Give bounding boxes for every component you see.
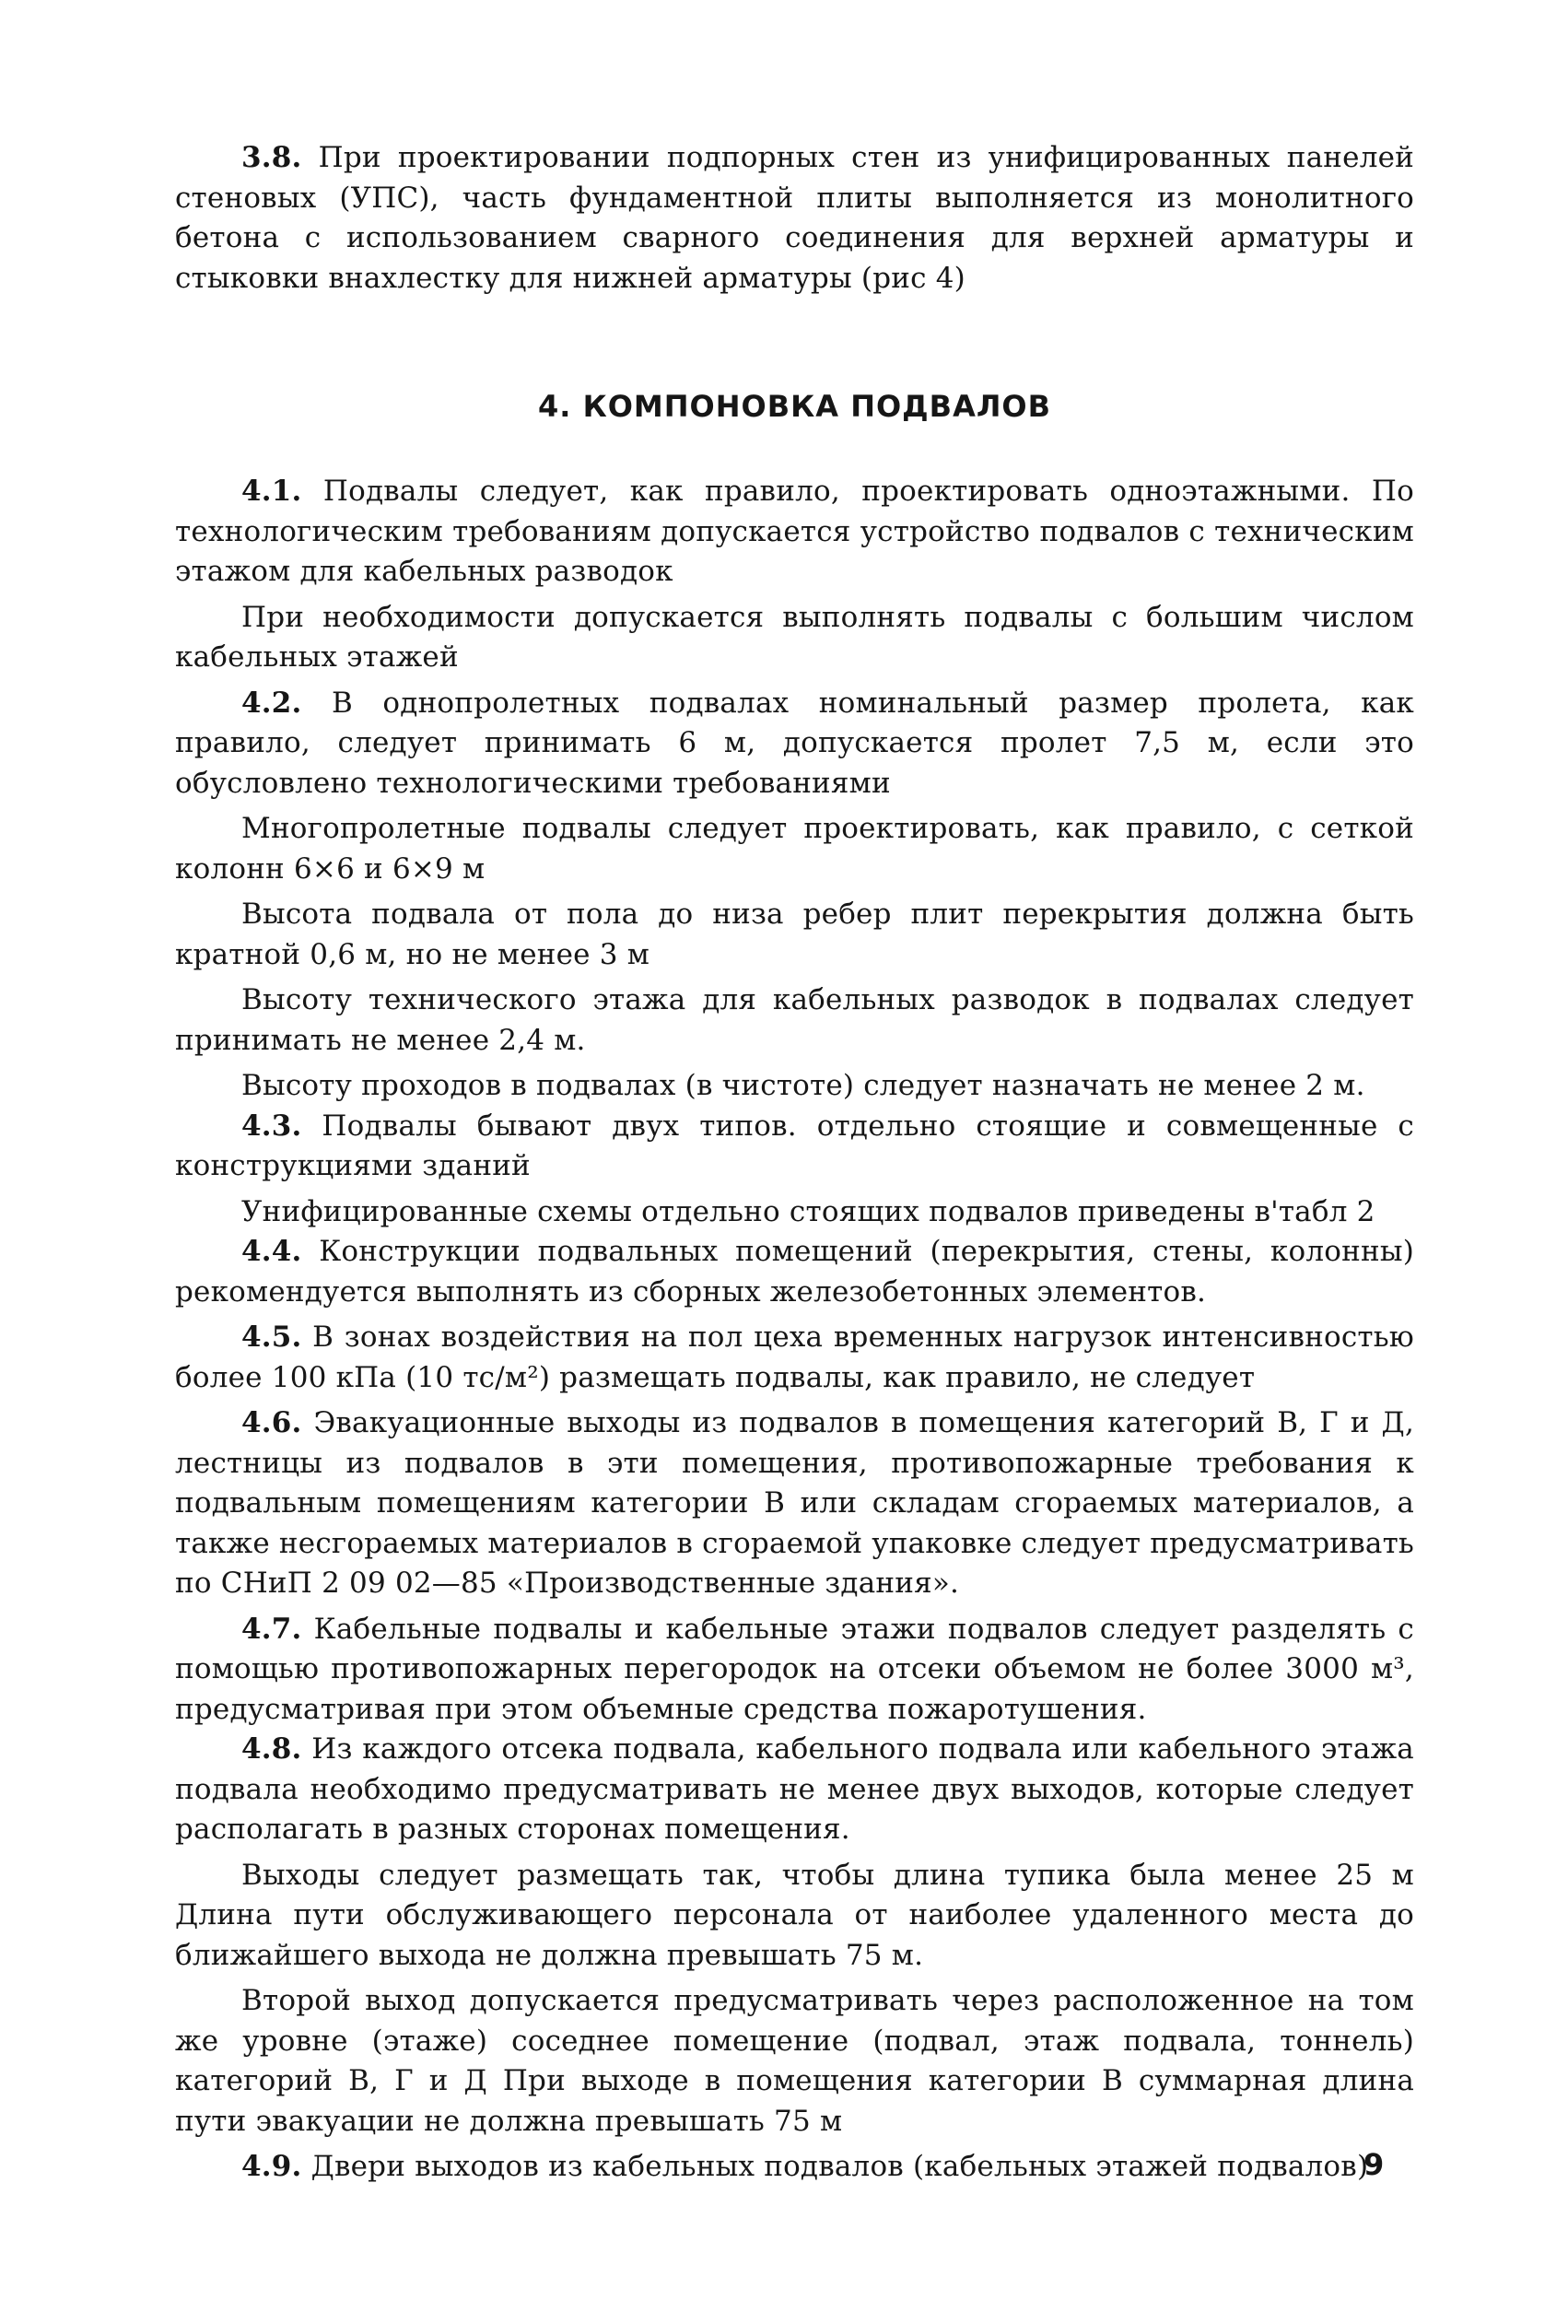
paragraph-4-2-passages: Высоту проходов в подвалах (в чистоте) следует назначать не менее 2 м. <box>241 1069 1365 1102</box>
paragraph-4-3 <box>175 1107 1414 1187</box>
section-heading: 4. КОМПОНОВКА ПОДВАЛОВ <box>538 389 1051 424</box>
paragraph-text: В однопролетных подвалах номинальный размер пролета, как правило, следует принимать 6 м, допускается пролет 7,5 м, если это обусловлено технологическими требованиями <box>175 686 1414 800</box>
clause-number: 4.4. <box>241 1235 302 1268</box>
paragraph-4-9 <box>175 2147 1414 2188</box>
paragraph-text: Кабельные подвалы и кабельные этажи подвалов следует разделять с помощью противопожарных перегородок на отсеки объемом не более 3000 м³, предусматривая при этом объемные средства пожаротушения. <box>175 1612 1414 1726</box>
clause-number: 3.8. <box>241 141 302 174</box>
paragraph-text: При проектировании подпорных стен из унифицированных панелей стеновых (УПС), часть фундаментной плиты выполняется из монолитного бетона с использованием сварного соединения для верхней арматуры и стыковки внахлестку для нижней арматуры (рис 4) <box>175 141 1414 295</box>
paragraph-text: Конструкции подвальных помещений (перекрытия, стены, колонны) рекомендуется выполнять из сборных железобетонных элементов. <box>175 1235 1414 1309</box>
paragraph-4-8 <box>175 1730 1414 1850</box>
document-page <box>175 138 1414 2188</box>
paragraph-3-8 <box>175 138 1414 299</box>
paragraph-4-3-schemes: Унифицированные схемы отдельно стоящих подвалов приведены в'табл 2 <box>241 1194 1375 1228</box>
paragraph-4-1-cont: При необходимости допускается выполнять подвалы с большим числом кабельных этажей <box>175 600 1414 674</box>
clause-number: 4.8. <box>241 1732 302 1766</box>
paragraph-text: В зонах воздействия на пол цеха временных нагрузок интенсивностью более 100 кПа (10 тс/м²) размещать подвалы, как правило, не следует <box>175 1320 1414 1394</box>
paragraph-4-2-tech-floor: Высоту технического этажа для кабельных разводок в подвалах следует принимать не менее 2,4 м. <box>175 983 1414 1057</box>
paragraph-4-6 <box>175 1403 1414 1604</box>
paragraph-text: Подвалы следует, как правило, проектировать одноэтажными. По технологическим требованиям допускается устройство подвалов с техническим этажом для кабельных разводок <box>175 475 1414 588</box>
clause-number: 4.5. <box>241 1320 302 1354</box>
paragraph-4-7 <box>175 1610 1414 1731</box>
paragraph-text: Из каждого отсека подвала, кабельного подвала или кабельного этажа подвала необходимо предусматривать не менее двух выходов, которые следует располагать в разных сторонах помещения. <box>175 1732 1414 1846</box>
paragraph-4-2-height: Высота подвала от пола до низа ребер плит перекрытия должна быть кратной 0,6 м, но не менее 3 м <box>175 898 1414 971</box>
paragraph-4-2-columns: Многопролетные подвалы следует проектировать, как правило, с сеткой колонн 6×6 и 6×9 м <box>175 812 1414 886</box>
clause-number: 4.6. <box>241 1406 302 1439</box>
paragraph-4-8-second-exit: Второй выход допускается предусматривать через расположенное на том же уровне (этаже) соседнее помещение (подвал, этаж подвала, тоннель) категорий В, Г и Д При выходе в помещения категории В суммарная длина пути эвакуации не должна превышать 75 м <box>175 1984 1414 2138</box>
paragraph-4-5 <box>175 1318 1414 1398</box>
paragraph-4-8-exits: Выходы следует размещать так, чтобы длина тупика была менее 25 м Длина пути обслуживающего персонала от наиболее удаленного места до ближайшего выхода не должна превышать 75 м. <box>175 1858 1414 1972</box>
paragraph-text: Эвакуационные выходы из подвалов в помещения категорий В, Г и Д, лестницы из подвалов в эти помещения, противопожарные требования к подвальным помещениям категории В или складам сгораемых материалов, а также несгораемых материалов в сгораемой упаковке следует предусматривать по СНиП 2 09 02—85 «Производственные здания». <box>175 1406 1414 1600</box>
clause-number: 4.3. <box>241 1109 302 1143</box>
clause-number: 4.9. <box>241 2150 302 2183</box>
paragraph-4-4 <box>175 1232 1414 1312</box>
paragraph-text: Подвалы бывают двух типов. отдельно стоящие и совмещенные с конструкциями зданий <box>175 1109 1414 1182</box>
paragraph-text: Двери выходов из кабельных подвалов (кабельных этажей подвалов) <box>301 2150 1369 2183</box>
paragraph-4-2 <box>175 684 1414 804</box>
clause-number: 4.2. <box>241 686 302 720</box>
paragraph-4-1 <box>175 472 1414 593</box>
page-number: 9 <box>1363 2147 1385 2182</box>
clause-number: 4.7. <box>241 1612 302 1646</box>
clause-number: 4.1. <box>241 475 302 508</box>
